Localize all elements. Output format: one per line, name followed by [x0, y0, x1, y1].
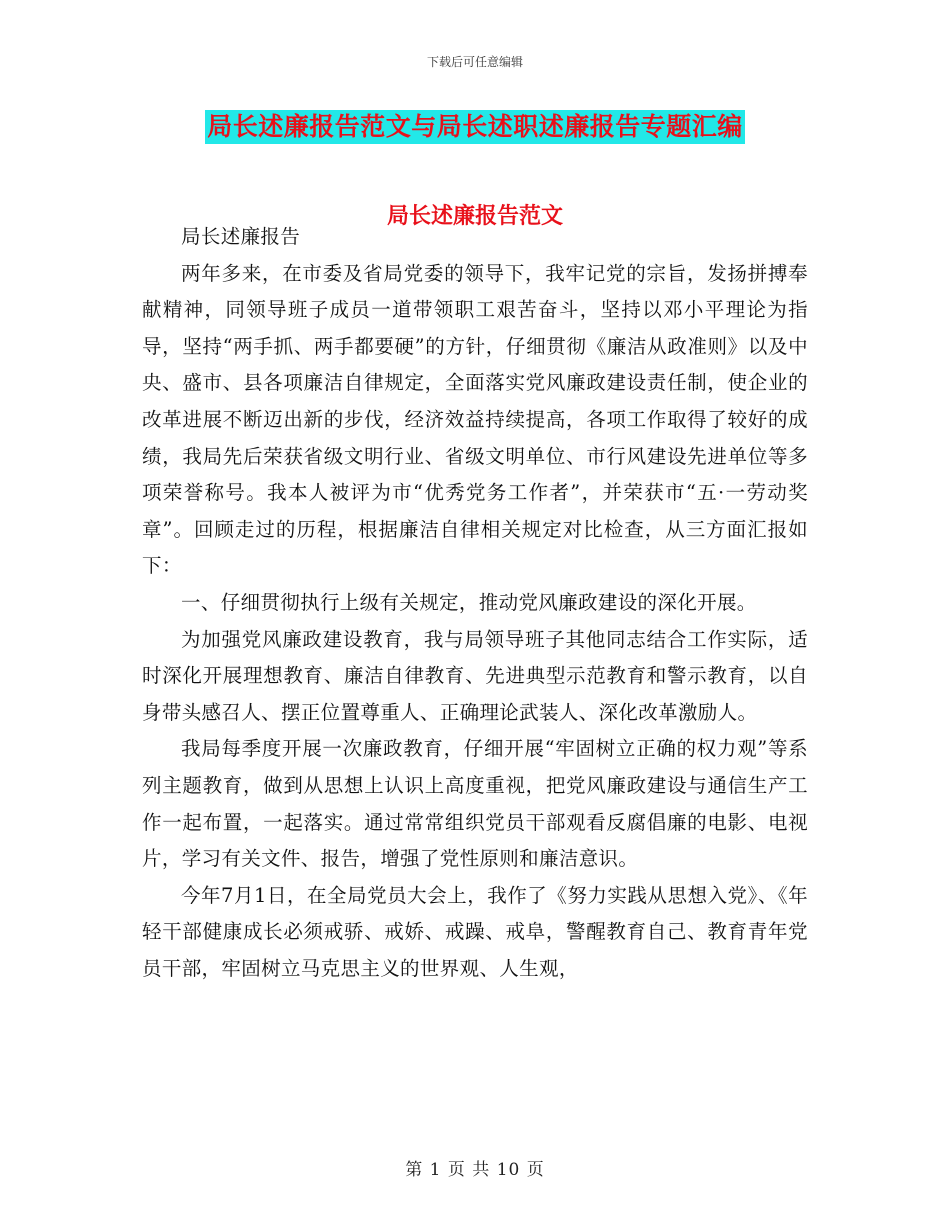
- body-text: [142, 219, 808, 987]
- paragraph: 一、仔细贯彻执行上级有关规定，推动党风廉政建设的深化开展。: [181, 590, 757, 614]
- paragraph: 两年多来，在市委及省局党委的领导下，我牢记党的宗旨，发扬拼搏奉献精神，同领导班子成员一道带领职工艰苦奋斗，坚持以邓小平理论为指导，坚持“两手抓、两手都要硬”的方针，仔细贯彻《廉洁从政准则》以及中央、盛市、县各项廉洁自律规定，全面落实党风廉政建设责任制，使企业的改革进展不断迈出新的步伐，经济效益持续提高，各项工作取得了较好的成绩，我局先后荣获省级文明行业、省级文明单位、市行风建设先进单位等多项荣誉称号。我本人被评为市“优秀党务工作者”，并荣获市“五·一劳动奖章”。回顾走过的历程，根据廉洁自律相关规定对比检查，从三方面汇报如下：: [142, 261, 808, 578]
- main-title: [0, 110, 950, 144]
- page-number: 第 1 页 共 10 页: [405, 1160, 545, 1180]
- main-title-text: 局长述廉报告范文与局长述职述廉报告专题汇编: [205, 110, 745, 144]
- sub-title: 局长述廉报告范文: [386, 203, 563, 229]
- header-note: 下载后可任意编辑: [426, 55, 523, 69]
- paragraph: 今年7月1日，在全局党员大会上，我作了《努力实践从思想入党》、《年轻干部健康成长必须戒骄、戒娇、戒躁、戒阜，警醒教育自己、教育青年党员干部，牢固树立马克思主义的世界观、人生观，: [142, 883, 808, 980]
- paragraph: 我局每季度开展一次廉政教育，仔细开展“牢固树立正确的权力观”等系列主题教育，做到从思想上认识上高度重视，把党风廉政建设与通信生产工作一起布置，一起落实。通过常常组织党员干部观看反腐倡廉的电影、电视片，学习有关文件、报告，增强了党性原则和廉洁意识。: [142, 737, 808, 871]
- paragraph: 局长述廉报告: [181, 225, 301, 248]
- paragraph: 为加强党风廉政建设教育，我与局领导班子其他同志结合工作实际，适时深化开展理想教育、廉洁自律教育、先进典型示范教育和警示教育，以自身带头感召人、摆正位置尊重人、正确理论武装人、深化改革激励人。: [142, 627, 808, 724]
